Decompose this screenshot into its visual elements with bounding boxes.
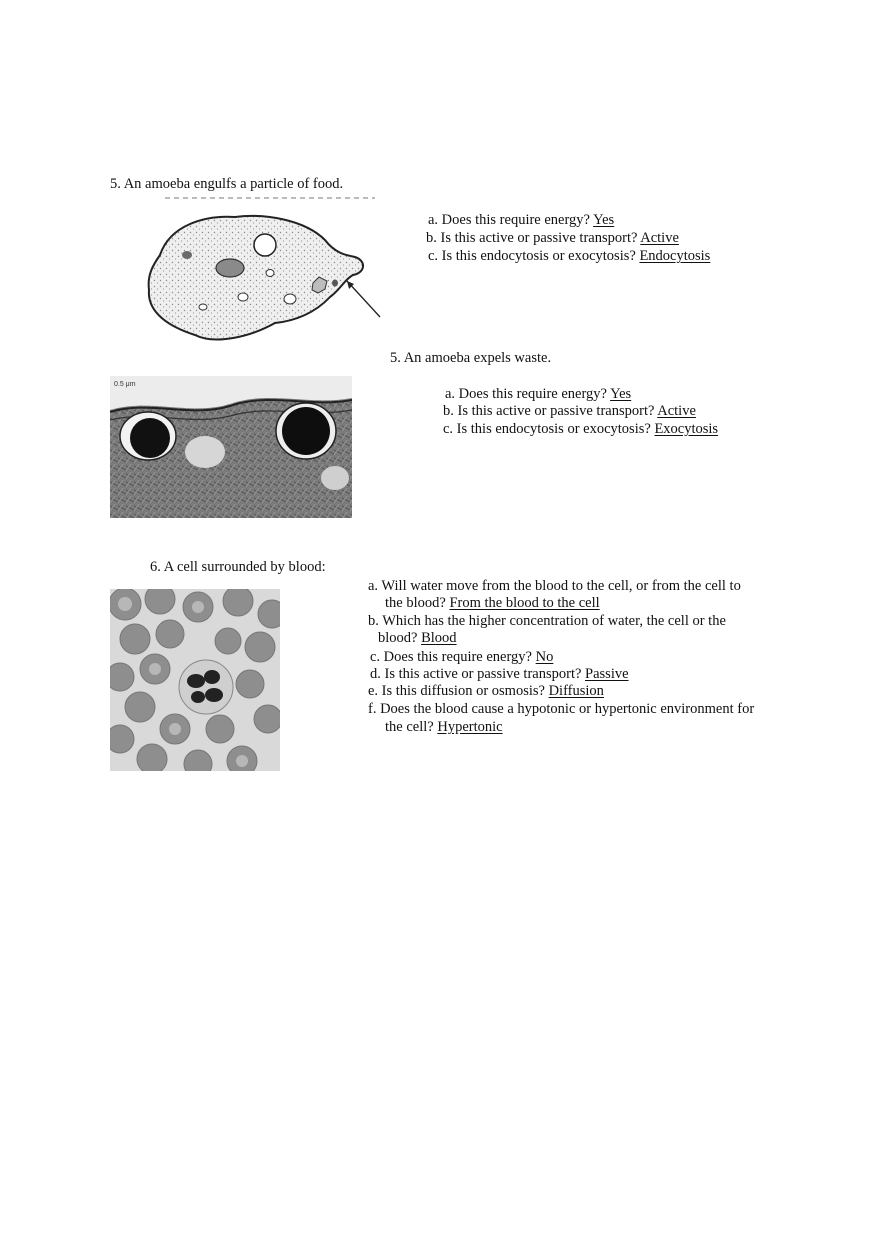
q6-answer-a: From the blood to the cell: [449, 595, 600, 611]
q6-item-b: b. Which has the higher concentration of water, the cell or the: [368, 613, 726, 629]
scale-bar-label: 0.5 μm: [114, 381, 136, 388]
q6-item-a-cont: the blood? From the blood to the cell: [385, 595, 600, 611]
q5a-item-b: b. Is this active or passive transport? Active: [426, 230, 679, 246]
q6-answer-b: Blood: [421, 630, 457, 646]
q5a-item-a: a. Does this require energy? Yes: [428, 212, 615, 228]
q6-item-a: a. Will water move from the blood to the cell, or from the cell to: [368, 578, 741, 594]
q6-item-d: d. Is this active or passive transport? Passive: [370, 666, 629, 682]
q5b-item-b: b. Is this active or passive transport? Active: [443, 403, 696, 419]
q5a-answer-b: Active: [640, 230, 679, 246]
amoeba-engulf-illustration: [135, 195, 385, 347]
q6-item-c: c. Does this require energy? No: [370, 649, 554, 665]
q6-answer-e: Diffusion: [548, 683, 604, 699]
q6-answer-d: Passive: [585, 666, 629, 682]
q5a-answer-a: Yes: [593, 212, 615, 228]
q6-item-f-cont: the cell? Hypertonic: [385, 719, 503, 735]
q5a-title: 5. An amoeba engulfs a particle of food.: [110, 176, 344, 192]
q6-title: 6. A cell surrounded by blood:: [150, 559, 326, 575]
q6-item-f: f. Does the blood cause a hypotonic or hypertonic environment for: [368, 701, 755, 717]
q5b-item-a: a. Does this require energy? Yes: [445, 386, 632, 402]
q5b-answer-a: Yes: [610, 386, 632, 402]
q5b-title: 5. An amoeba expels waste.: [390, 350, 552, 366]
q5a-answer-c: Endocytosis: [639, 248, 711, 264]
q6-item-e: e. Is this diffusion or osmosis? Diffusion: [368, 683, 604, 699]
q6-answer-f: Hypertonic: [437, 719, 503, 735]
q6-item-b-cont: blood? Blood: [378, 630, 457, 646]
amoeba-expels-micrograph: [110, 376, 352, 518]
q5b-answer-c: Exocytosis: [654, 421, 719, 437]
q5b-answer-b: Active: [657, 403, 696, 419]
q5b-item-c: c. Is this endocytosis or exocytosis? Exocytosis: [443, 421, 719, 437]
q5a-item-c: c. Is this endocytosis or exocytosis? Endocytosis: [428, 248, 711, 264]
blood-cell-micrograph: [110, 589, 280, 771]
q6-answer-c: No: [535, 649, 554, 665]
